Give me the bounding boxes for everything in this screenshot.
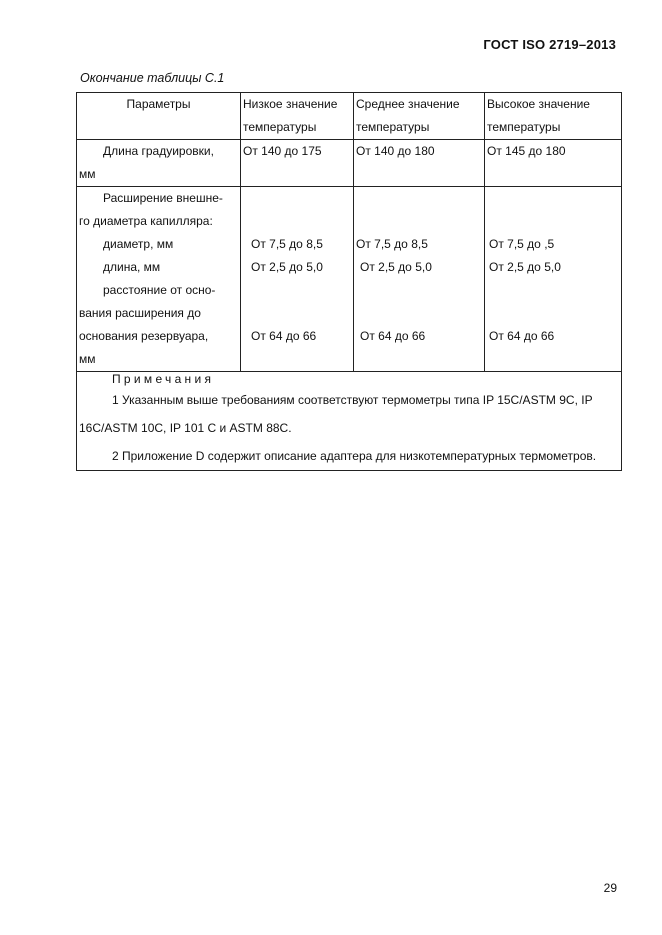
value: От 7,5 до 8,5: [251, 237, 323, 251]
header-label: температуры: [356, 120, 430, 134]
param-label: Длина градуировки,: [103, 144, 214, 158]
param-label: го диаметра капилляра:: [79, 214, 213, 228]
value-cell-low: [241, 187, 354, 372]
value: От 64 до 66: [489, 329, 555, 343]
value: От 140 до 180: [356, 144, 435, 158]
value-cell-mid: [354, 140, 485, 187]
param-label: вания расширения до: [79, 306, 201, 320]
param-label: мм: [79, 167, 96, 181]
page-number: 29: [603, 881, 617, 895]
value: От 7,5 до ,5: [489, 237, 555, 251]
header-label: температуры: [487, 120, 561, 134]
note-1: 1 Указанным выше требованиям соответствуют термометры типа IP 15С/ASTM 9С, IP: [112, 393, 593, 407]
table-caption: Окончание таблицы С.1: [80, 71, 225, 85]
value: От 2,5 до 5,0: [360, 260, 432, 274]
header-cell-low: [241, 93, 354, 140]
table-row-capillary-expansion: [77, 187, 622, 372]
parameters-table: [76, 92, 622, 471]
param-cell: [77, 187, 241, 372]
notes-cell: [77, 372, 622, 471]
document-header: ГОСТ ISO 2719–2013: [483, 37, 616, 52]
param-label: мм: [79, 352, 96, 366]
param-label: основания резервуара,: [79, 329, 209, 343]
param-label: Расширение внешне-: [103, 191, 223, 205]
value: От 64 до 66: [360, 329, 426, 343]
param-label: диаметр, мм: [103, 237, 174, 251]
header-label: Среднее значение: [356, 97, 460, 111]
header-label: температуры: [243, 120, 317, 134]
value-cell-mid: [354, 187, 485, 372]
table-header-row: [77, 93, 622, 140]
header-cell-mid: [354, 93, 485, 140]
value: От 2,5 до 5,0: [251, 260, 323, 274]
param-label: длина, мм: [103, 260, 161, 274]
value: От 2,5 до 5,0: [489, 260, 561, 274]
header-cell-high: [485, 93, 622, 140]
table-row-graduation-length: [77, 140, 622, 187]
param-cell: [77, 140, 241, 187]
header-label: Низкое значение: [243, 97, 338, 111]
note-2: 2 Приложение D содержит описание адаптера для низкотемпературных термометров.: [112, 449, 597, 463]
notes-title: Примечания: [112, 372, 215, 386]
value: От 7,5 до 8,5: [356, 237, 428, 251]
param-label: расстояние от осно-: [103, 283, 216, 297]
value-cell-low: [241, 140, 354, 187]
value-cell-high: [485, 187, 622, 372]
table-notes-row: [77, 372, 622, 471]
header-label: Высокое значение: [487, 97, 590, 111]
header-cell-parameters: [77, 93, 241, 140]
note-1-continuation: 16С/ASTM 10С, IP 101 С и ASTM 88С.: [79, 421, 292, 435]
header-label: Параметры: [126, 97, 191, 111]
value: От 140 до 175: [243, 144, 322, 158]
value: От 64 до 66: [251, 329, 317, 343]
value: От 145 до 180: [487, 144, 566, 158]
value-cell-high: [485, 140, 622, 187]
